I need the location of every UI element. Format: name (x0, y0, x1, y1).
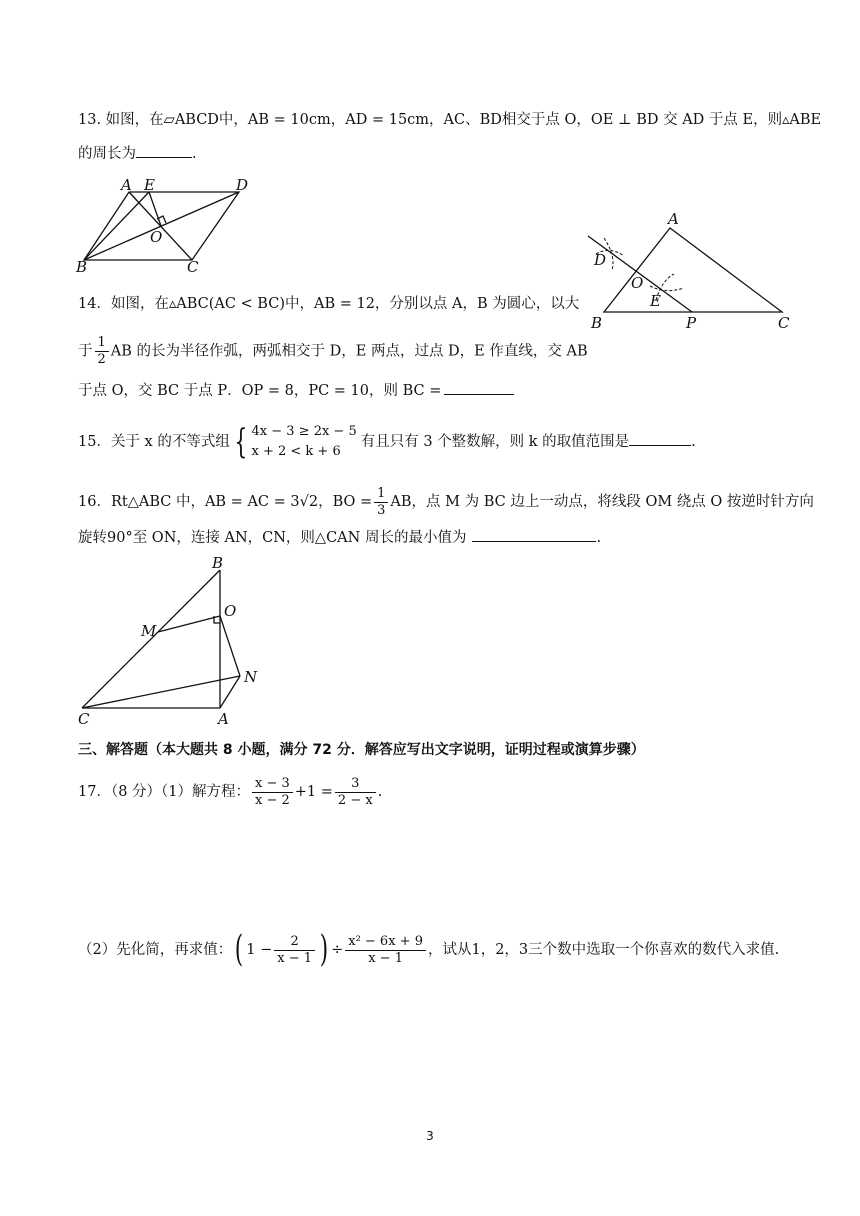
q14-label-O: O (631, 274, 644, 292)
q17-f2-num: 3 (335, 776, 376, 793)
q13-line2-text: 的周长为 (78, 146, 136, 162)
q15-brace: { (234, 422, 248, 462)
section3-heading: 三、解答题（本大题共 8 小题，满分 72 分．解答应写出文字说明，证明过程或演算步骤） (78, 742, 645, 758)
q17-f2-den: 2 − x (337, 792, 373, 808)
q16-line1 (78, 484, 814, 520)
q14-answer-blank (444, 380, 514, 395)
q15-answer-blank (629, 431, 691, 446)
q15-post: 有且只有 3 个整数解，则 k 的取值范围是 (360, 434, 630, 450)
q14-frac-num: 1 (95, 335, 109, 352)
q16-frac-num: 1 (374, 486, 388, 503)
q17-fraction-2 (335, 776, 376, 809)
q14-frac-den: 2 (97, 352, 106, 367)
q14-label-A: A (668, 210, 679, 228)
q16-label-B: B (212, 554, 224, 572)
q14-label-D: D (594, 251, 607, 269)
q13-label-A: A (121, 176, 132, 194)
q13-label-E: E (144, 176, 155, 194)
q16-label-M: M (141, 622, 157, 640)
q14-line1: 14．如图，在▵ABC(AC < BC)中，AB = 12，分别以点 A，B 为圆心，以大 (78, 296, 580, 312)
q14-fraction-half (95, 335, 109, 368)
q16-label-N: N (244, 668, 258, 686)
q17-mid: +1 = (294, 784, 333, 800)
q15-ineq2: x + 2 < k + 6 (251, 444, 341, 459)
q14-line3-text: 于点 O，交 BC 于点 P．OP = 8，PC = 10，则 BC = (78, 383, 442, 399)
q16-line2 (78, 527, 601, 548)
q13-line2 (78, 143, 197, 164)
q15-pre: 15．关于 x 的不等式组 (78, 434, 230, 450)
q17-f4-num: x² − 6x + 9 (345, 934, 426, 951)
q16-fraction-third (374, 486, 388, 519)
q17-f4-den: x − 1 (368, 950, 403, 966)
q16-line2-text: 旋转90°至 ON，连接 AN，CN，则△CAN 周长的最小值为 (78, 530, 467, 546)
q14-line2 (78, 335, 588, 368)
q16-label-C: C (78, 710, 90, 728)
q17-div: ÷ (331, 942, 344, 958)
q14-label-B: B (591, 314, 603, 332)
q16-label-O: O (224, 602, 237, 620)
q14-triangle-figure (582, 208, 802, 333)
q13-answer-blank (136, 143, 192, 158)
q17-f3-num: 2 (274, 934, 315, 951)
q14-label-C: C (778, 314, 790, 332)
q16-frac-den: 3 (377, 502, 386, 518)
q17-f1-num: x − 3 (252, 776, 293, 793)
q17-part1 (78, 772, 382, 812)
q14-label-E: E (650, 292, 661, 310)
q17-fraction-4 (345, 934, 426, 967)
q15-line (78, 420, 696, 464)
q16-line2-end: . (596, 530, 602, 546)
q14-line3 (78, 380, 514, 401)
q13-label-B: B (76, 258, 88, 276)
q13-label-D: D (236, 176, 249, 194)
q17-f3-den: x − 1 (277, 950, 313, 966)
page-number: 3 (426, 1129, 434, 1143)
q17-f1-den: x − 2 (255, 792, 290, 808)
q13-label-C: C (187, 258, 199, 276)
q17-part1-end: . (377, 784, 383, 800)
q17-paren-left: ( (235, 929, 244, 970)
q14-label-P: P (686, 314, 697, 332)
q15-system (252, 422, 357, 462)
q13-label-O: O (150, 228, 163, 246)
q13-parallelogram-figure (74, 172, 264, 282)
q17-part2-post: ，试从1，2，3三个数中选取一个你喜欢的数代入求值. (427, 942, 780, 958)
q16-line1-post: AB，点 M 为 BC 边上一动点，将线段 OM 绕点 O 按逆时针方向 (390, 494, 814, 510)
q13-line1: 13. 如图，在▱ABCD中，AB = 10cm，AD = 15cm，AC、BD相交于点 O，OE ⊥ BD 交 AD 于点 E，则▵ABE (78, 112, 822, 128)
q17-paren-right: ) (319, 929, 329, 970)
q16-label-A: A (218, 710, 229, 728)
q15-end: . (691, 434, 696, 450)
q17-part2-pre: （2）先化简，再求值： (78, 942, 233, 958)
q17-part1-pre: 17．（8 分）（1）解方程： (78, 784, 251, 800)
q14-line2-post: AB 的长为半径作弧，两弧相交于 D，E 两点，过点 D，E 作直线，交 AB (110, 343, 588, 360)
q16-line1-pre: 16．Rt△ABC 中，AB = AC = 3√2，BO = (78, 494, 373, 510)
q17-fraction-1 (252, 776, 293, 809)
q14-line2-pre: 于 (78, 343, 93, 360)
q15-ineq1: 4x − 3 ≥ 2x − 5 (251, 424, 357, 439)
q17-one-minus: 1 − (246, 942, 273, 958)
q16-figure (70, 552, 280, 732)
q16-answer-blank (472, 527, 596, 542)
q13-line2-end: . (192, 146, 197, 162)
q17-part2 (78, 928, 779, 972)
q17-fraction-3 (274, 934, 315, 967)
